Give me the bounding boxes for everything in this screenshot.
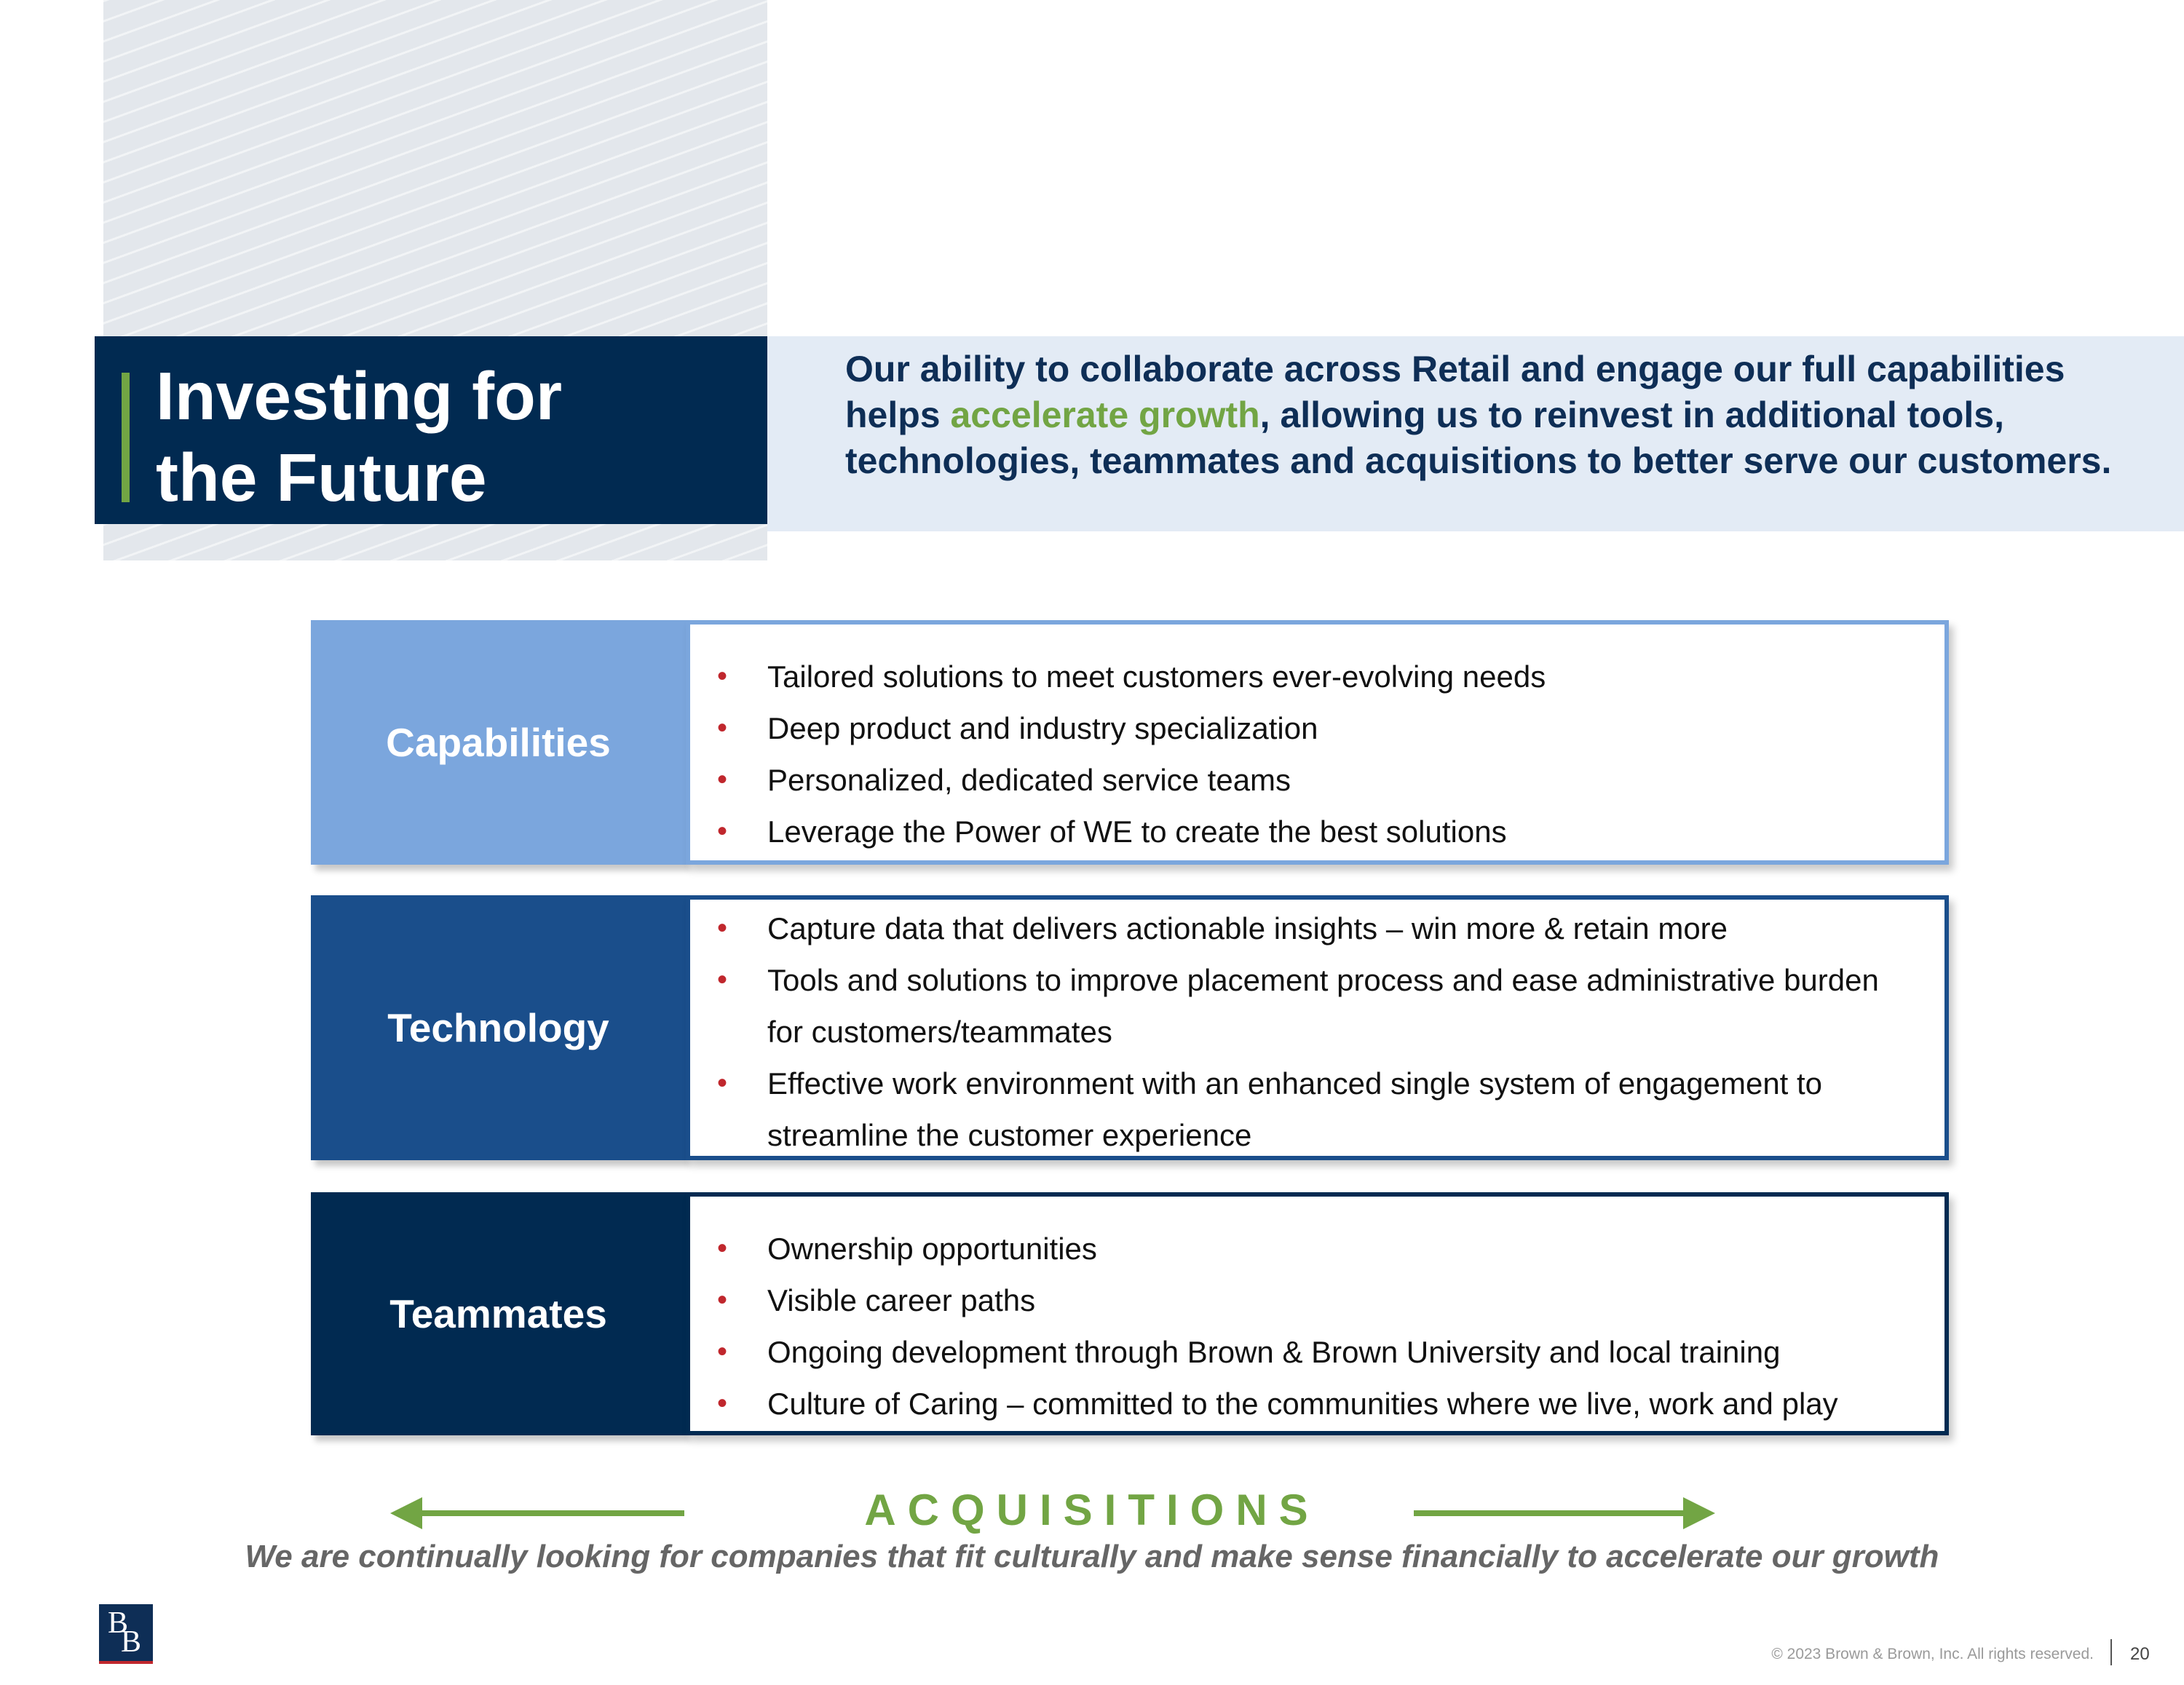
list-item: • Leverage the Power of WE to create the best solutions [690,806,1923,857]
footer-divider [2110,1639,2112,1665]
pillar-technology [311,895,1949,1160]
list-item: • Deep product and industry specialization [690,702,1923,754]
title-line-2: the Future [156,440,487,515]
intro-highlight: accelerate growth [950,395,1260,435]
list-item: • Ownership opportunities [690,1223,1923,1274]
list-item: • Tailored solutions to meet customers ever-evolving needs [690,651,1923,702]
pillar-items-teammates [686,1192,1949,1435]
page-title [156,355,753,518]
pillar-label-teammates: Teammates [311,1192,686,1435]
list-item: • Capture data that delivers actionable insights – win more & retain more [690,903,1923,954]
copyright-text: © 2023 Brown & Brown, Inc. All rights reserved. [1771,1646,2094,1662]
page-number: 20 [2130,1644,2150,1664]
pillar-items-technology [686,895,1949,1160]
company-logo [99,1604,153,1664]
list-item: • Effective work environment with an enhanced single system of engagement to streamline the customer experience [690,1058,1923,1161]
list-item: • Culture of Caring – committed to the communities where we live, work and play [690,1378,1923,1430]
title-line-1: Investing for [156,358,563,434]
list-item: • Visible career paths [690,1274,1923,1326]
intro-text-end: , allowing us to reinvest in additional tools, technologies, teammates and acquisitions to better serve our customers. [845,395,2112,481]
pillar-capabilities [311,620,1949,865]
logo-letter-2: B [121,1625,142,1659]
list-item: • Tools and solutions to improve placement process and ease administrative burden for customers/teammates [690,954,1923,1058]
intro-statement [845,346,2156,484]
arrow-right-icon [1683,1497,1715,1529]
intro-text-start: Our ability to collaborate across Retail and engage our full capabilities helps [845,349,2065,435]
pillar-teammates [311,1192,1949,1435]
list-item: • Personalized, dedicated service teams [690,754,1923,806]
logo-letter-1: B [108,1606,129,1640]
list-item: • Ongoing development through Brown & Brown University and local training [690,1326,1923,1378]
arrow-left-shaft [404,1510,684,1516]
pillar-label-capabilities: Capabilities [311,620,686,865]
pillar-label-technology: Technology [311,895,686,1160]
title-accent-bar [122,373,130,502]
arrow-right-shaft [1414,1510,1694,1516]
pillar-items-capabilities [686,620,1949,865]
acquisitions-subtitle: We are continually looking for companies that fit culturally and make sense financially to accelerate our growth [245,1539,1939,1574]
acquisitions-title: ACQUISITIONS [864,1486,1320,1534]
